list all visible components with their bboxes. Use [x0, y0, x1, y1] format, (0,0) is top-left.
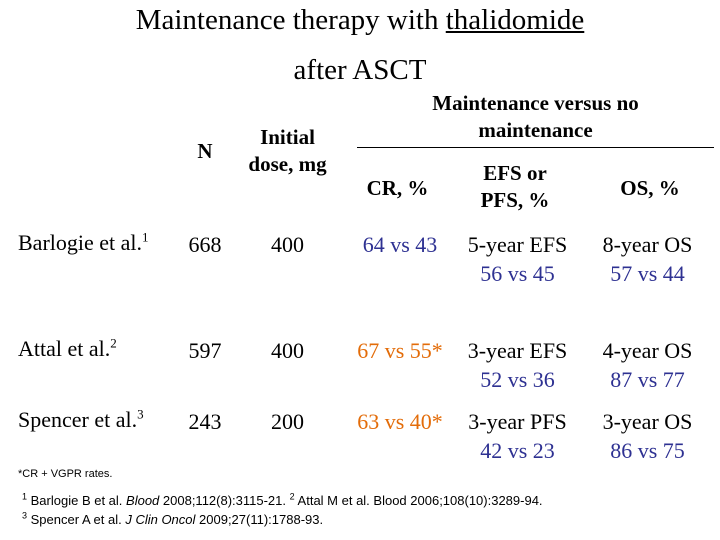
reference-citation: 2008;112(8):3115-21. — [159, 493, 290, 508]
reference-authors: Barlogie B et al. — [30, 493, 127, 508]
table-cell-efs — [455, 336, 580, 394]
table-row-study — [18, 230, 149, 256]
reference-citation: 2009;27(11):1788-93. — [195, 512, 324, 527]
title-drug: thalidomide — [445, 4, 585, 36]
header-dose-line1: Initial — [260, 125, 315, 149]
table-cell-cr: 67 vs 55* — [357, 338, 443, 363]
header-group-line1: Maintenance versus no — [432, 91, 639, 115]
table-row-study — [18, 336, 117, 362]
table-cell-efs — [455, 230, 580, 288]
header-efs-line1: EFS or — [483, 161, 547, 185]
study-name: Barlogie et al. — [18, 230, 143, 255]
reference-authors: Spencer A et al. — [30, 512, 126, 527]
table-cell-cr: 64 vs 43 — [362, 232, 438, 257]
efs-value: 42 vs 23 — [480, 438, 555, 464]
header-efs-line2: PFS, % — [480, 188, 550, 213]
footnote-cr-definition: *CR + VGPR rates. — [18, 468, 113, 480]
table-cell-n: 668 — [188, 232, 222, 257]
reference-marker: 2 — [110, 335, 117, 351]
reference-marker: 1 — [142, 229, 149, 245]
table-cell-n: 243 — [188, 409, 222, 434]
table-row-study — [18, 407, 144, 433]
reference-number: 2 — [289, 491, 295, 502]
table-cell-os — [585, 336, 710, 394]
efs-label: 5-year EFS — [467, 232, 568, 257]
title-prefix: Maintenance therapy with — [135, 4, 446, 36]
header-cr: CR, % — [366, 176, 429, 200]
group-divider — [357, 147, 714, 148]
os-value: 57 vs 44 — [610, 261, 685, 287]
table-cell-dose: 200 — [271, 409, 304, 434]
reference-authors: Attal M et al. Blood 2006;108(10):3289-94. — [297, 493, 543, 508]
os-label: 3-year OS — [602, 409, 693, 434]
os-value: 87 vs 77 — [610, 367, 685, 393]
slide-title-line2: after ASCT — [293, 54, 427, 86]
efs-value: 52 vs 36 — [480, 367, 555, 393]
header-dose — [230, 124, 345, 179]
table-cell-cr: 63 vs 40* — [357, 409, 443, 434]
reference-marker: 3 — [137, 406, 144, 422]
slide-title-line1 — [0, 4, 720, 37]
study-name: Attal et al. — [18, 336, 111, 361]
reference-number: 1 — [22, 491, 28, 502]
reference-journal: Blood — [126, 493, 160, 508]
efs-value: 56 vs 45 — [480, 261, 555, 287]
reference-line-2 — [22, 512, 323, 527]
table-cell-dose: 400 — [271, 338, 304, 363]
header-group-line2: maintenance — [478, 118, 593, 143]
table-cell-dose: 400 — [271, 232, 304, 257]
header-os: OS, % — [620, 176, 680, 200]
header-dose-line2: dose, mg — [248, 152, 327, 177]
table-cell-n: 597 — [188, 338, 222, 363]
reference-number: 3 — [22, 510, 28, 521]
os-value: 86 vs 75 — [610, 438, 685, 464]
efs-label: 3-year EFS — [467, 338, 568, 363]
table-cell-efs — [455, 407, 580, 465]
os-label: 8-year OS — [602, 232, 693, 257]
reference-journal: J Clin Oncol — [125, 512, 196, 527]
table-cell-os — [585, 230, 710, 288]
header-maintenance-group — [357, 90, 714, 145]
os-label: 4-year OS — [602, 338, 693, 363]
efs-label: 3-year PFS — [468, 409, 567, 434]
study-name: Spencer et al. — [18, 407, 138, 432]
header-efs — [455, 160, 575, 215]
header-n: N — [197, 139, 213, 163]
table-cell-os — [585, 407, 710, 465]
reference-line-1 — [22, 493, 543, 508]
